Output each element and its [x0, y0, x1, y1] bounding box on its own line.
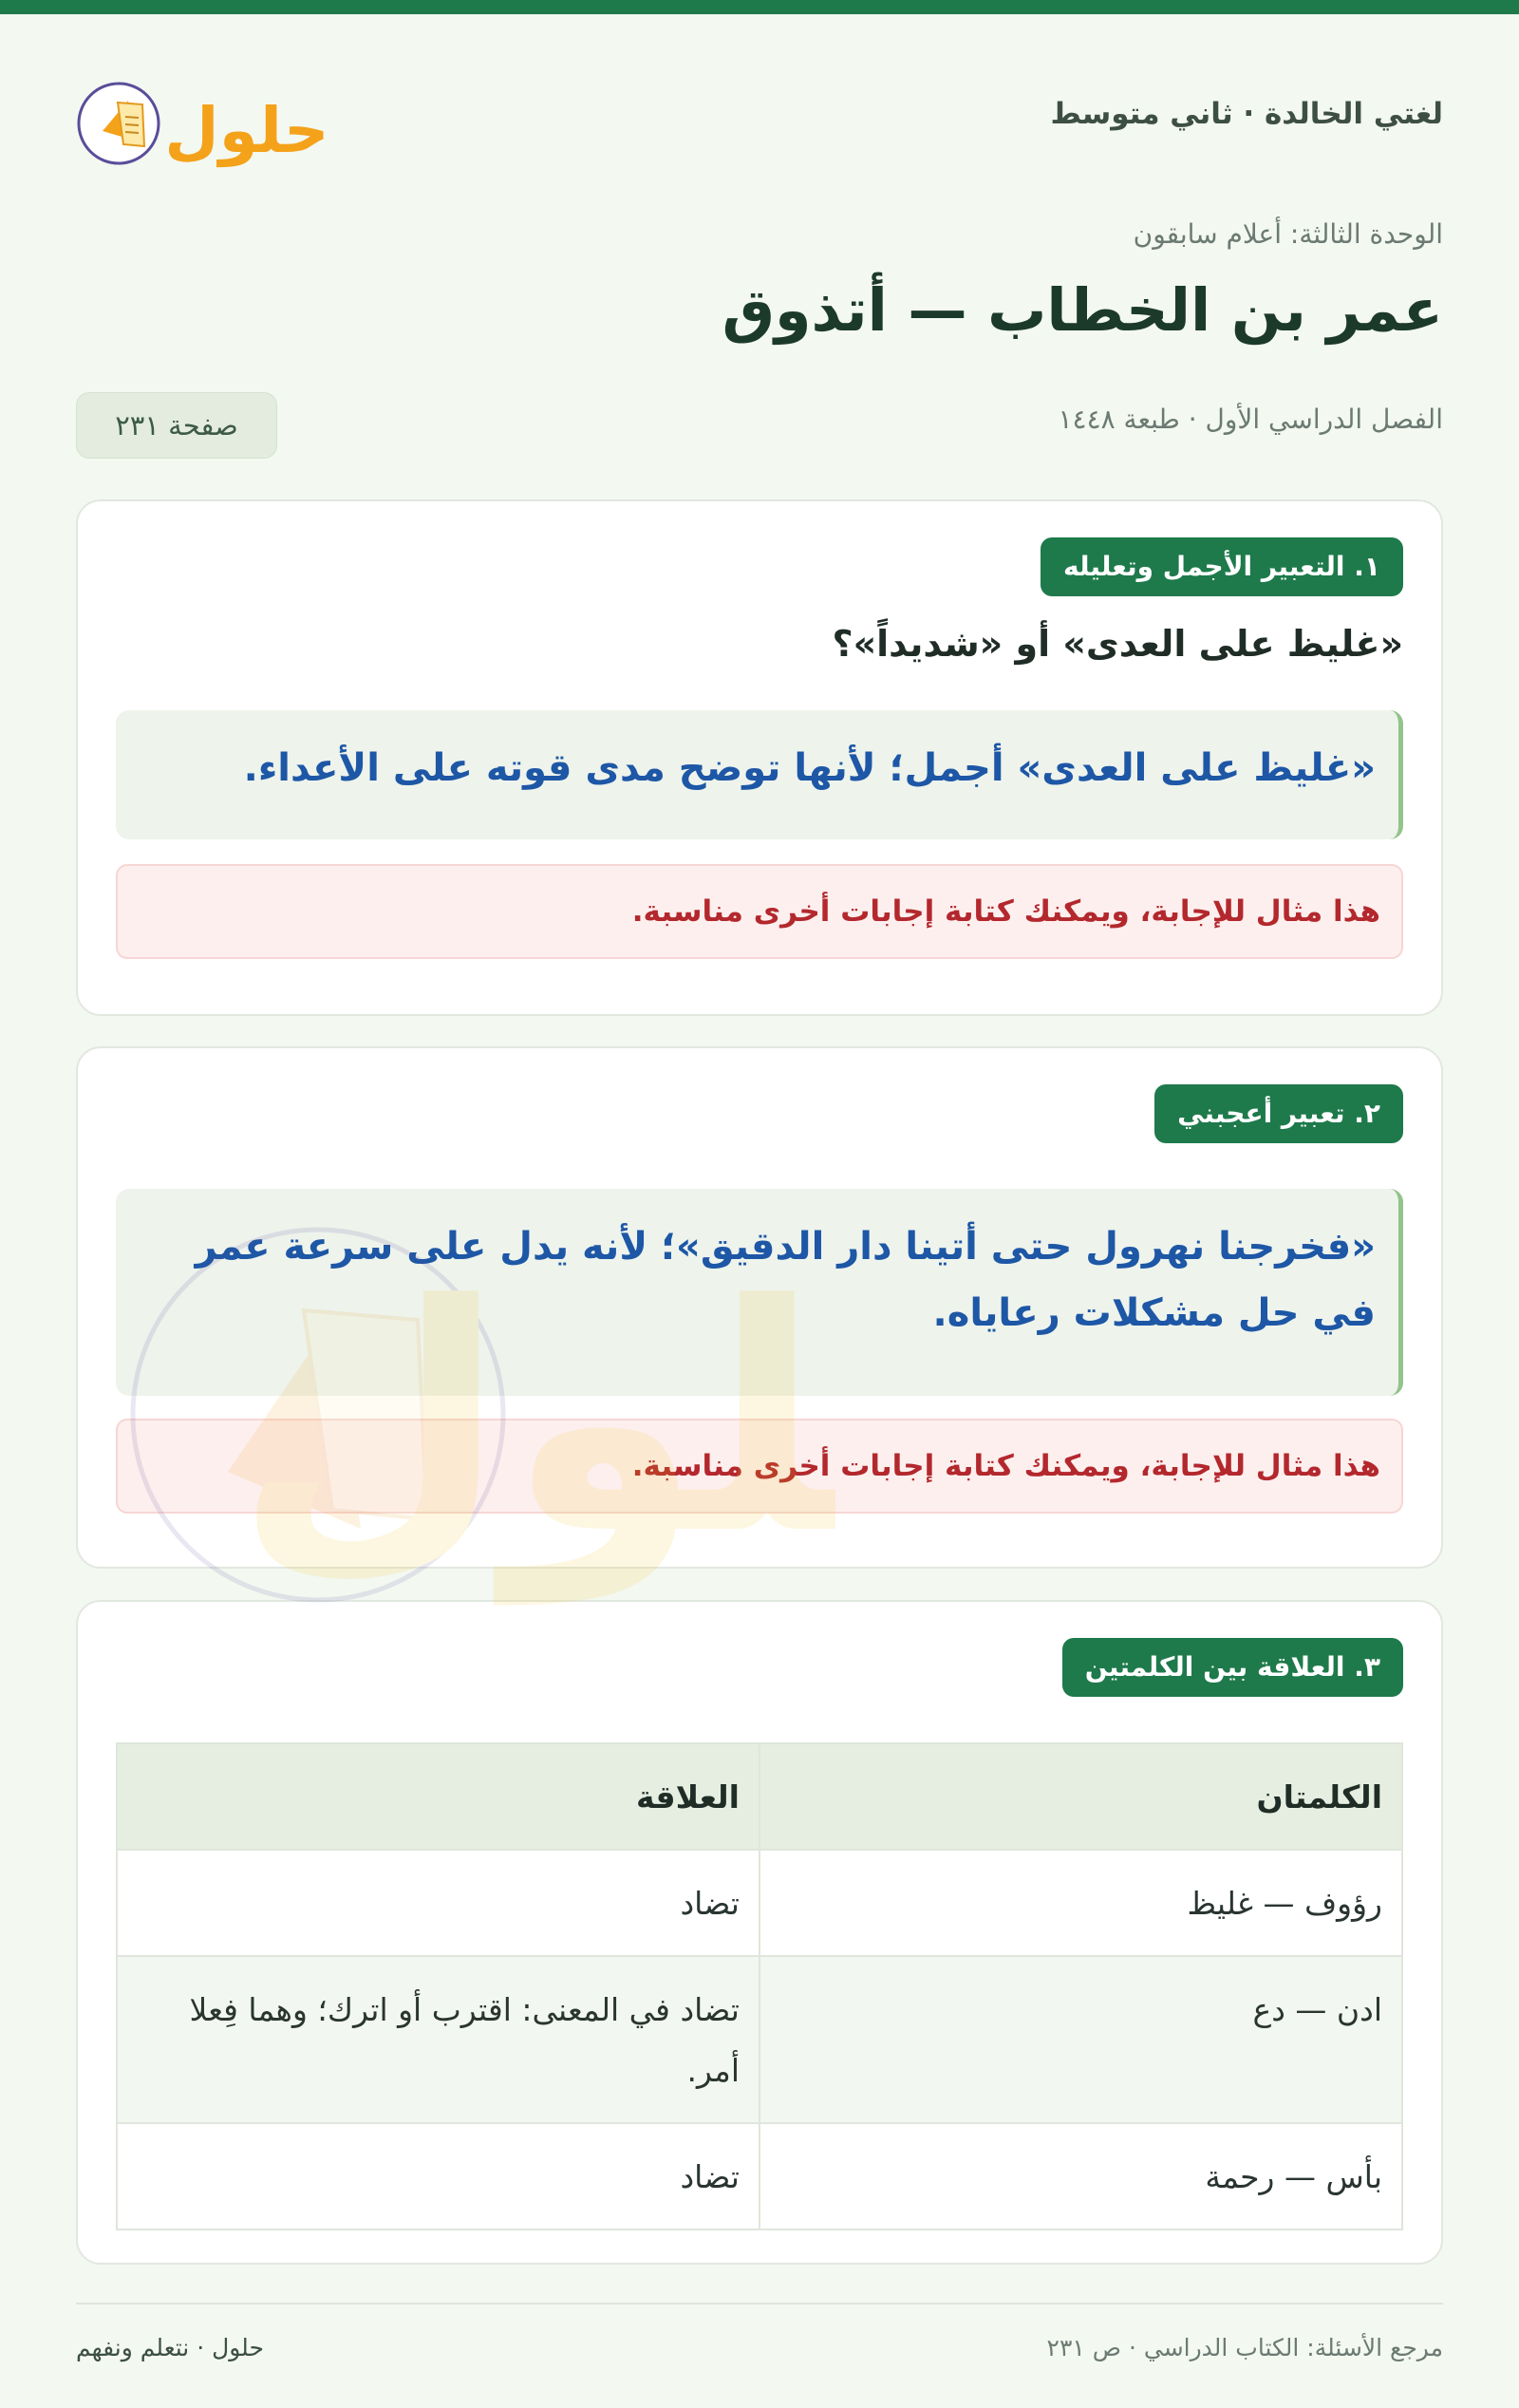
question-card-2 [76, 1046, 1443, 1569]
answer-box-1: «غليظ على العدى» أجمل؛ لأنها توضح مدى قوته على الأعداء. [116, 710, 1403, 839]
table-header-row [117, 1743, 1402, 1850]
footer-divider [76, 2303, 1443, 2305]
table-row [117, 2123, 1402, 2229]
book-title: لغتي الخالدة · ثاني متوسط [1050, 97, 1443, 131]
question-card-1 [76, 499, 1443, 1016]
relation-cell: تضاد في المعنى: اقترب أو اترك؛ وهما فِعلا أمر. [117, 1956, 760, 2123]
term-label: الفصل الدراسي الأول · طبعة ١٤٤٨ [1058, 404, 1443, 435]
relation-table [116, 1742, 1403, 2230]
words-cell: بأس — رحمة [760, 2123, 1402, 2229]
question-label-1: ١. التعبير الأجمل وتعليله [1041, 537, 1403, 596]
page-number-badge: صفحة ٢٣١ [76, 392, 277, 459]
answer-note-2: هذا مثال للإجابة، ويمكنك كتابة إجابات أخرى مناسبة. [116, 1419, 1403, 1514]
relation-cell: تضاد [117, 2123, 760, 2229]
table-row [117, 1850, 1402, 1956]
question-prompt-1: «غليظ على العدى» أو «شديداً»؟ [832, 623, 1403, 665]
footer-brand: حلول · نتعلم ونفهم [76, 2334, 264, 2361]
unit-label: الوحدة الثالثة: أعلام سابقون [1133, 218, 1443, 250]
header-relation: العلاقة [117, 1743, 760, 1850]
relation-cell: تضاد [117, 1850, 760, 1956]
page-title: عمر بن الخطاب — أتذوق [722, 275, 1443, 345]
header-words: الكلمتان [760, 1743, 1402, 1850]
question-card-3 [76, 1600, 1443, 2265]
top-accent-bar [0, 0, 1519, 14]
table-row [117, 1956, 1402, 2123]
answer-box-2: «فخرجنا نهرول حتى أتينا دار الدقيق»؛ لأنه يدل على سرعة عمر في حل مشكلات رعاياه. [116, 1189, 1403, 1396]
answer-note-1: هذا مثال للإجابة، ويمكنك كتابة إجابات أخرى مناسبة. [116, 864, 1403, 959]
words-cell: ادن — دع [760, 1956, 1402, 2123]
question-label-3: ٣. العلاقة بين الكلمتين [1062, 1638, 1403, 1697]
words-cell: رؤوف — غليظ [760, 1850, 1402, 1956]
header [76, 65, 1443, 169]
logo-icon [76, 65, 351, 169]
question-label-2: ٢. تعبير أعجبني [1154, 1084, 1403, 1143]
brand-logo[interactable] [76, 65, 351, 169]
footer-source: مرجع الأسئلة: الكتاب الدراسي · ص ٢٣١ [1046, 2334, 1443, 2361]
svg-text:حلول: حلول [164, 94, 329, 167]
